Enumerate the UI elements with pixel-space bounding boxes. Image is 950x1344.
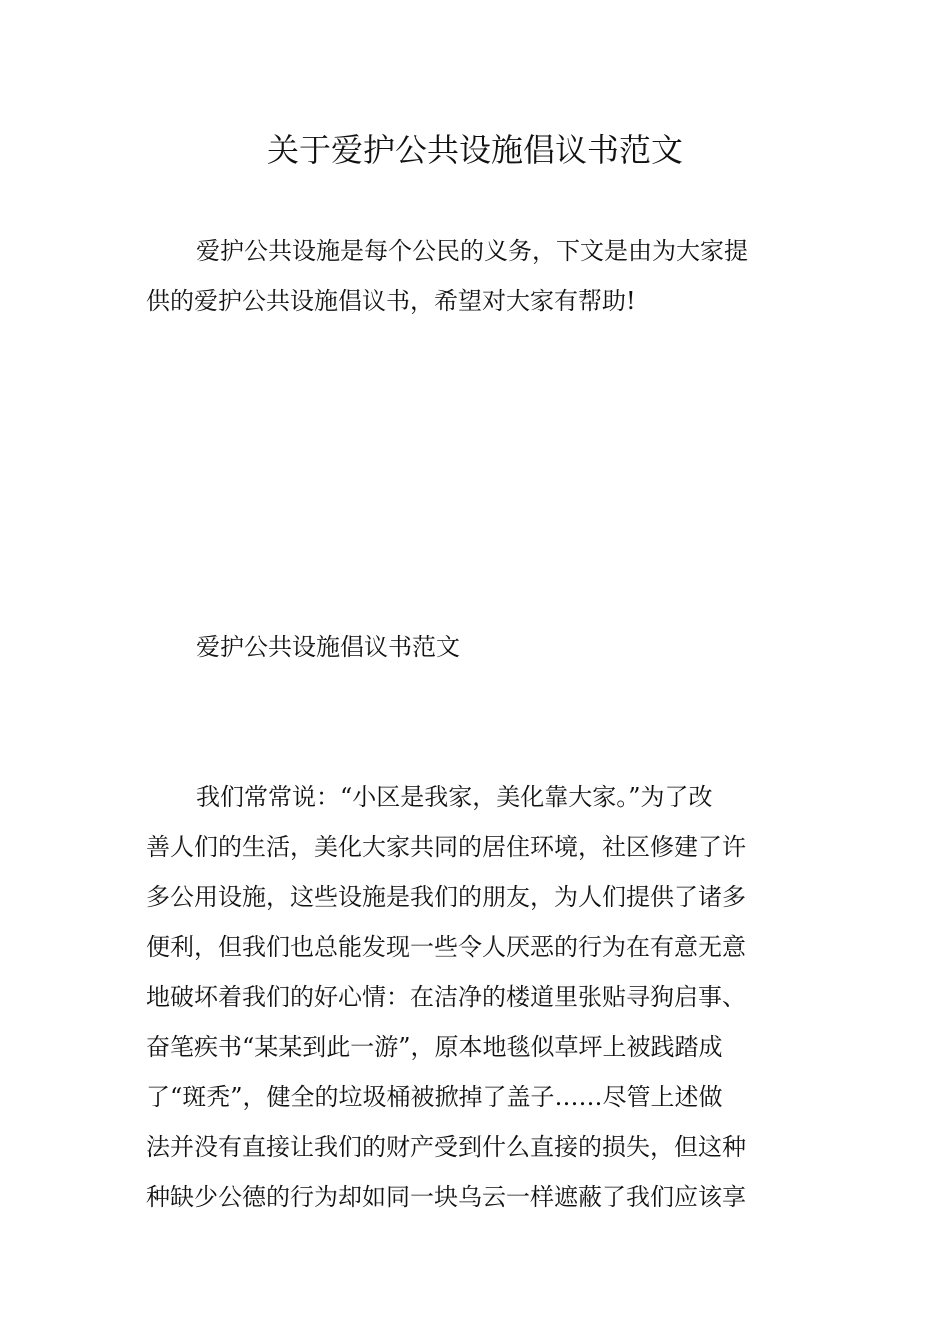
subheading-text: 爱护公共设施倡议书范文 xyxy=(196,633,460,661)
body-line: 法并没有直接让我们的财产受到什么直接的损失，但这种 xyxy=(146,1133,746,1161)
body-line: 种缺少公德的行为却如同一块乌云一样遮蔽了我们应该享 xyxy=(146,1183,746,1211)
body-line: 便利，但我们也总能发现一些令人厌恶的行为在有意无意 xyxy=(146,933,746,961)
body-line: 善人们的生活，美化大家共同的居住环境，社区修建了许 xyxy=(146,833,746,861)
intro-line: 供的爱护公共设施倡议书，希望对大家有帮助! xyxy=(146,287,636,315)
body-paragraph xyxy=(146,772,806,1222)
intro-paragraph xyxy=(146,226,806,326)
document-title: 关于爱护公共设施倡议书范文 xyxy=(266,131,683,169)
section-subheading xyxy=(146,622,806,672)
body-line: 我们常常说：“小区是我家，美化靠大家。”为了改 xyxy=(196,783,713,811)
body-line: 奋笔疾书“某某到此一游”，原本地毯似草坪上被践踏成 xyxy=(146,1033,723,1061)
body-line: 地破坏着我们的好心情：在洁净的楼道里张贴寻狗启事、 xyxy=(146,983,746,1011)
body-line: 多公用设施，这些设施是我们的朋友，为人们提供了诸多 xyxy=(146,883,746,911)
intro-line: 爱护公共设施是每个公民的义务，下文是由为大家提 xyxy=(196,237,748,265)
body-line: 了“斑秃”，健全的垃圾桶被掀掉了盖子……尽管上述做 xyxy=(146,1083,723,1111)
